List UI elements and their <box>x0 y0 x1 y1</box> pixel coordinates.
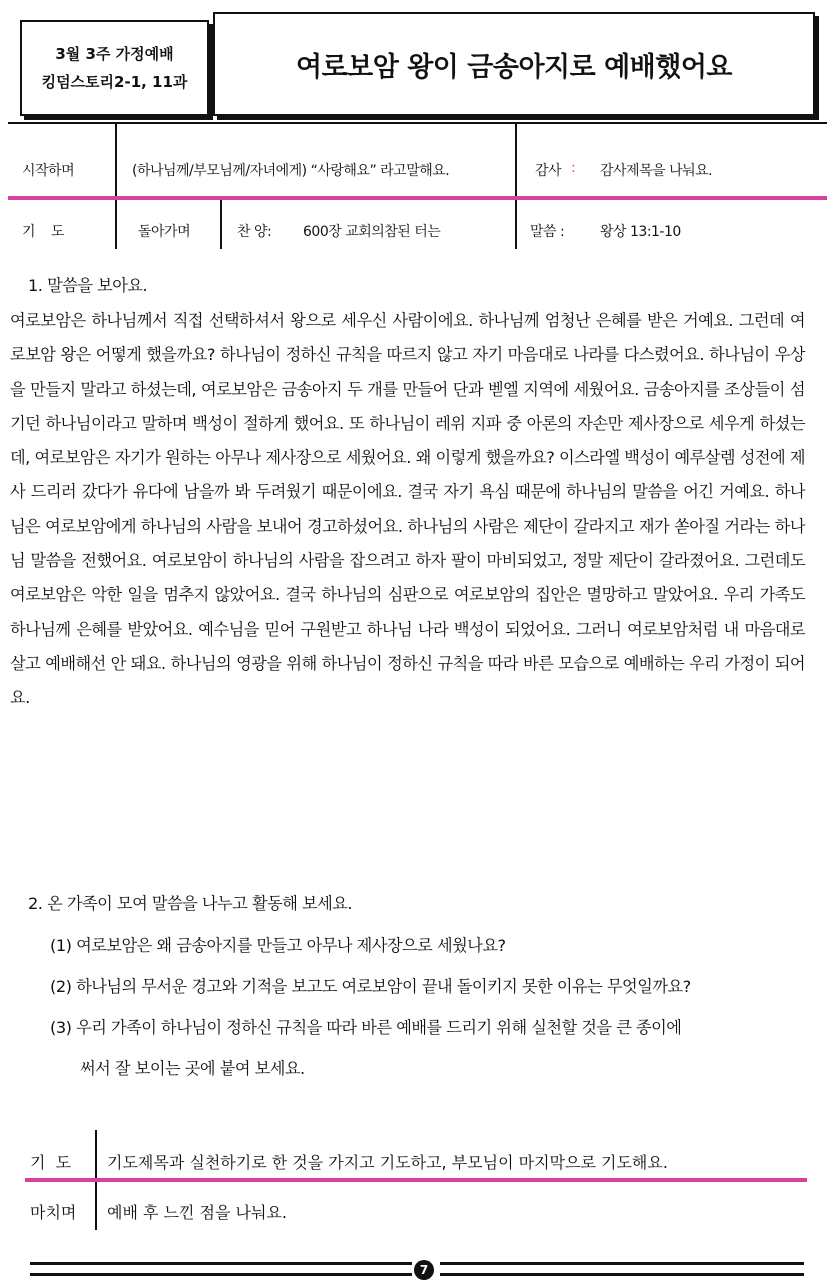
footer-rule-left <box>30 1262 412 1276</box>
section2-heading: 2. 온 가족이 모여 말씀을 나누고 활동해 보세요. <box>28 894 353 913</box>
question-1: (1) 여로보암은 왜 금송아지를 만들고 아무나 제사장으로 세웠나요? <box>50 936 506 955</box>
footer-rule-right <box>440 1262 804 1276</box>
divider <box>515 124 517 249</box>
question-3-line2: 써서 잘 보이는 곳에 붙여 보세요. <box>80 1059 305 1078</box>
sermon-body: 여로보암은 하나님께서 직접 선택하셔서 왕으로 세우신 사람이에요. 하나님께 엄청난 은혜를 받은 거예요. 그런데 여로보암 왕은 어떻게 했을까요? 하나님이 정하신 규칙을 따르지 않고 자기 마음대로 나라를 다스렸어요. 하나님이 우상을 만들지 말라고 하셨는데, 여로보암은 금송아지 두 개를 만들어 단과 벧엘 지역에 세웠어요. 금송아지를 조상들이 섬기던 하나님이라고 말하며 백성이 절하게 했어요. 또 하나님이 레위 지파 중 아론의 자손만 제사장으로 세우게 하셨는데, 여로보암은 자기가 원하는 아무나 제사장으로 세웠어요. 왜 이렇게 했을까요? 이스라엘 백성이 예루살렘 성전에 제사 드리러 갔다가 유다에 남을까 봐 두려웠기 때문이에요. 결국 자기 욕심 때문에 하나님의 말씀을 어긴 거예요. 하나님은 여로보암에게 하나님의 사람을 보내어 경고하셨어요. 하나님의 사람은 제단이 갈라지고 재가 쏟아질 거라는 하나님 말씀을 전했어요. 여로보암이 하나님의 사람을 잡으려고 하자 팔이 마비되었고, 정말 제단이 갈라졌어요. 그런데도 여로보암은 악한 일을 멈추지 않았어요. 결국 하나님의 심판으로 여로보암의 집안은 멸망하고 말았어요. 우리 가족도 하나님께 은혜를 받았어요. 예수님을 믿어 구원받고 하나님 나라 백성이 되었어요. 그러니 여로보암처럼 내 마음대로 살고 예배해선 안 돼요. 하나님의 영광을 위해 하나님이 정하신 규칙을 따라 바른 모습으로 예배하는 우리 가정이 되어요. <box>10 311 805 708</box>
prayer-sub: 돌아가며 <box>138 224 191 240</box>
table-mid-rule <box>8 196 827 200</box>
word-label: 말씀 : <box>530 224 565 240</box>
page-title: 여로보암 왕이 금송아지로 예배했어요 <box>295 51 732 83</box>
word-text: 왕상 13:1-10 <box>600 224 681 240</box>
question-3-line1: (3) 우리 가족이 하나님이 정하신 규칙을 따라 바른 예배를 드리기 위해 실천할 것을 큰 종이에 <box>50 1018 682 1037</box>
badge-week: 3월 3주 가정예배 <box>55 45 174 63</box>
start-text: (하나님께/부모님께/자녀에게) “사랑해요” 라고말해요. <box>132 163 450 179</box>
section1-heading: 1. 말씀을 보아요. <box>28 276 148 295</box>
table-top-rule <box>8 122 827 124</box>
prayer-label: 기 도 <box>22 224 64 240</box>
closing-prayer-label: 기 도 <box>30 1153 72 1172</box>
hymn-text: 600장 교회의참된 터는 <box>303 224 441 240</box>
badge-lesson: 킹덤스토리2-1, 11과 <box>41 73 188 91</box>
thanks-colon: : <box>571 160 576 176</box>
divider <box>115 124 117 249</box>
closing-prayer-text: 기도제목과 실천하기로 한 것을 가지고 기도하고, 부모님이 마지막으로 기도해요. <box>107 1153 668 1172</box>
week-badge <box>20 20 209 116</box>
page-number-text: 7 <box>419 1263 429 1277</box>
hymn-label: 찬 양: <box>237 224 272 240</box>
end-text: 예배 후 느낀 점을 나눠요. <box>107 1203 287 1222</box>
page-number <box>414 1260 434 1280</box>
thanks-label: 감사 <box>535 163 562 179</box>
closing-rule <box>25 1178 807 1182</box>
page-title-box <box>213 12 815 116</box>
question-2: (2) 하나님의 무서운 경고와 기적을 보고도 여로보암이 끝내 돌이키지 못한 이유는 무엇일까요? <box>50 977 691 996</box>
divider <box>220 198 222 249</box>
end-label: 마치며 <box>30 1203 77 1222</box>
thanks-text: 감사제목을 나눠요. <box>600 163 713 179</box>
start-label: 시작하며 <box>22 163 75 179</box>
